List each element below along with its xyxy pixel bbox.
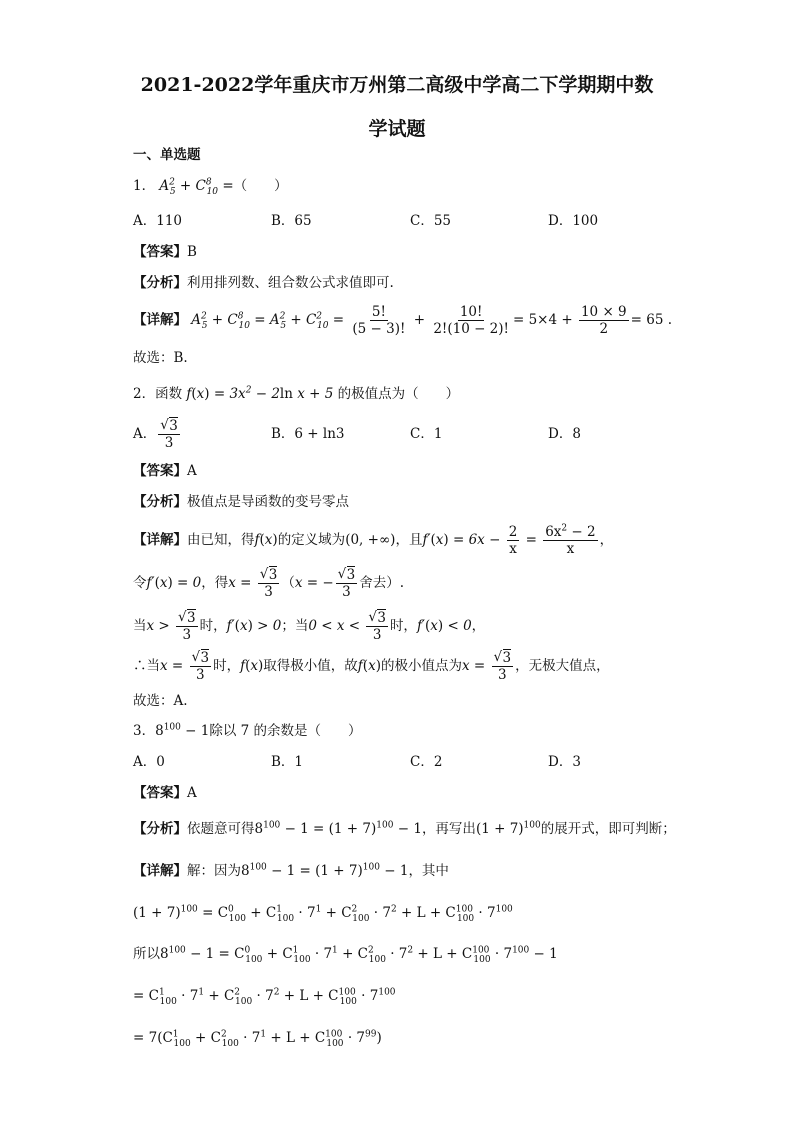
q1-stem: [133, 176, 288, 196]
q2-detail-text: 的定义域为: [277, 532, 346, 548]
answer-tag: 【答案】: [133, 785, 187, 801]
q2-conclusion: 故选：A.: [133, 693, 188, 709]
q3-detail-text: ，其中: [408, 863, 449, 879]
q2-detail-text: （: [281, 575, 295, 591]
q3-option-a: A．0: [133, 754, 165, 770]
q3-option-b: B．1: [271, 754, 304, 770]
q3-expansion-formula: $(1 + 7)^{100} = C^0_{100} + C^1_{100} \cdot 7^1 + C^2_{100} \cdot 7^2 + L + C^{100}_{100} \cdot 7^{100}$: [133, 904, 513, 924]
q3-identity: $8^{100} - 1 = (1 + 7)^{100} - 1$: [241, 862, 409, 879]
q3-analysis-text: 的展开式，即可判断；: [540, 821, 676, 837]
q2-root: x = √ 3 3: [228, 566, 278, 600]
q1-number: 1．: [133, 178, 156, 194]
q2-stem-suffix: 的极值点为（ ）: [337, 386, 460, 402]
q3-detail: [133, 861, 449, 881]
q1-option-c: C．55: [410, 213, 452, 229]
q2-detail-text: 由已知，得: [187, 532, 255, 548]
q2-fx: f(x): [240, 658, 264, 674]
q1-answer-value: B: [187, 244, 197, 260]
q1-expression: $A^2_5 + C^8_{10}$: [159, 177, 219, 197]
q2-answer: [133, 461, 197, 481]
q1-detail: 【详解】 $A^2_5 + C^8_{10} = A^2_5 + C^2_{10}$ = $\frac{5!}{(5 - 3)!}$ + $\frac{10!}{2!(10 - 2)!}$ = 5×4 + $\frac{10 \times 9}{2}$ = 65 .: [133, 304, 673, 337]
q3-detail-text: 所以: [133, 946, 160, 962]
q1-option-d: D．100: [548, 213, 599, 229]
q1-stem-suffix: =（ ）: [222, 178, 288, 194]
q3-answer: [133, 783, 197, 803]
q2-detail-text: ∴当: [133, 658, 160, 674]
q2-detail-line1: 【详解】由已知，得f(x)的定义域为(0, +∞)，且f′(x) = 6x − $\frac{2}{x}$ = $\frac{6x^2 - 2}{x}$ ，: [133, 523, 614, 557]
q3-expression: $8^{100} - 1$: [155, 722, 210, 739]
q3-step3-formula: = $7(C^1_{100} + C^2_{100} \cdot 7^1 + L + C^{100}_{100} \cdot 7^{99})$: [133, 1029, 382, 1049]
q3-binomial: $(1 + 7)^{100}$: [475, 820, 541, 837]
q2-detail-text: ，得: [201, 575, 229, 591]
q3-stem: [133, 721, 362, 741]
q2-detail-text: 取得极小值，故: [263, 658, 358, 674]
q2-deriv-neg: f′(x) < 0: [416, 618, 472, 634]
q2-detail-text: ；当: [281, 618, 309, 634]
q1-option-a: A．110: [133, 213, 183, 229]
q3-analysis: [133, 819, 676, 839]
q1-detail-end: = 65 .: [630, 312, 673, 328]
q2-option-d: D．8: [548, 426, 581, 442]
q3-option-c: C．2: [410, 754, 443, 770]
q3-step3: [133, 1028, 382, 1048]
q2-at-root: x = √ 3 3: [160, 649, 210, 683]
q3-step2: [133, 986, 396, 1006]
q2-number: 2．函数: [133, 386, 183, 402]
q3-step1-formula: $8^{100} - 1 = C^0_{100} + C^1_{100} \cdot 7^1 + C^2_{100} \cdot 7^2 + L + C^{100}_{100} \cdot 7^{100} - 1$: [160, 945, 558, 965]
q3-number: 3．: [133, 723, 156, 739]
q2-detail-text: ，无极大值点，: [515, 658, 610, 674]
q1-analysis: [133, 273, 394, 293]
q2-detail-line2: [133, 565, 404, 601]
q2-derivative: f′(x) = 6x − $\frac{2}{x}$ = $\frac{6x^2 - 2}{x}$: [422, 523, 596, 557]
page-title-line1: 2021-2022学年重庆市万州第二高级中学高二下学期期中数: [140, 74, 654, 96]
q1-option-b: B．65: [271, 213, 312, 229]
q2-neg-root: x = − √ 3 3: [294, 566, 356, 600]
detail-tag: 【详解】: [133, 863, 187, 879]
q2-detail-line4: [133, 648, 610, 684]
q1-detail-formula: $A^2_5 + C^8_{10} = A^2_5 + C^2_{10}$ = $\frac{5!}{(5 - 3)!}$ + $\frac{10!}{2!(10 - 2)!}$: [191, 304, 509, 337]
q1-analysis-text: 利用排列数、组合数公式求值即可.: [187, 275, 394, 291]
q2-derivative-zero: f′(x) = 0: [146, 575, 202, 591]
q2-detail-text: 的极小值点为: [380, 658, 462, 674]
q3-step1: [133, 944, 558, 964]
q2-answer-value: A: [187, 463, 197, 479]
analysis-tag: 【分析】: [133, 821, 187, 837]
q3-expansion: [133, 903, 513, 923]
q3-detail-text: 解：因为: [187, 863, 241, 879]
page-title-line2: 学试题: [368, 118, 426, 140]
q2-option-b: B．6 + ln3: [271, 426, 345, 442]
q3-step2-formula: = $C^1_{100} \cdot 7^1 + C^2_{100} \cdot 7^2 + L + C^{100}_{100} \cdot 7^{100}$: [133, 987, 396, 1007]
q2-detail-line3: 当x > √ 3 3 时，f′(x) > 0；当0 < x < √ 3 3 时，f′(x) < 0，: [133, 609, 486, 643]
q2-option-a-label: A．: [133, 426, 157, 442]
q2-analysis: [133, 492, 349, 512]
q2-fx: f(x): [357, 658, 381, 674]
analysis-tag: 【分析】: [133, 494, 187, 510]
q2-detail-text: 令: [133, 575, 147, 591]
q1-detail-result: = 5×4 +: [512, 312, 577, 328]
q2-option-c: C．1: [410, 426, 443, 442]
detail-tag: 【详解】: [133, 532, 187, 548]
q2-function: $f(x) = 3x^2 - 2\ln$ x + 5: [186, 385, 334, 402]
answer-tag: 【答案】: [133, 244, 187, 260]
q1-answer: [133, 242, 197, 262]
q2-domain: (0, +∞): [345, 532, 396, 548]
detail-tag: 【详解】: [133, 312, 187, 328]
q2-detail-text: ，且: [395, 532, 423, 548]
q2-detail-text: 时，: [213, 658, 241, 674]
q3-analysis-text: ，再写出: [421, 821, 476, 837]
q2-deriv-pos: f′(x) > 0: [226, 618, 282, 634]
q2-detail-text: 当: [133, 618, 147, 634]
q2-cond-gt: x > √ 3 3: [146, 609, 196, 643]
q2-min-point: x = √ 3 3: [461, 649, 512, 683]
q3-stem-suffix: 除以 7 的余数是（ ）: [209, 723, 362, 739]
section-heading: 一、单选题: [133, 147, 201, 163]
q2-option-a: A． √ 3 3: [133, 417, 178, 451]
q2-cond-range: 0 < x < √ 3 3: [308, 609, 386, 643]
q2-fx: f(x): [254, 532, 278, 548]
q1-conclusion: 故选：B.: [133, 350, 188, 366]
answer-tag: 【答案】: [133, 463, 187, 479]
q3-identity: $8^{100} - 1 = (1 + 7)^{100} - 1$: [254, 820, 422, 837]
analysis-tag: 【分析】: [133, 275, 187, 291]
q3-option-d: D．3: [548, 754, 581, 770]
q2-detail-text: 时，: [199, 618, 227, 634]
q2-detail-text: 舍去）.: [359, 575, 405, 591]
q3-analysis-text: 依题意可得: [187, 821, 255, 837]
q2-detail-text: 时，: [389, 618, 417, 634]
q2-stem: [133, 384, 459, 404]
q2-analysis-text: 极值点是导函数的变号零点: [187, 494, 349, 510]
q3-answer-value: A: [187, 785, 197, 801]
